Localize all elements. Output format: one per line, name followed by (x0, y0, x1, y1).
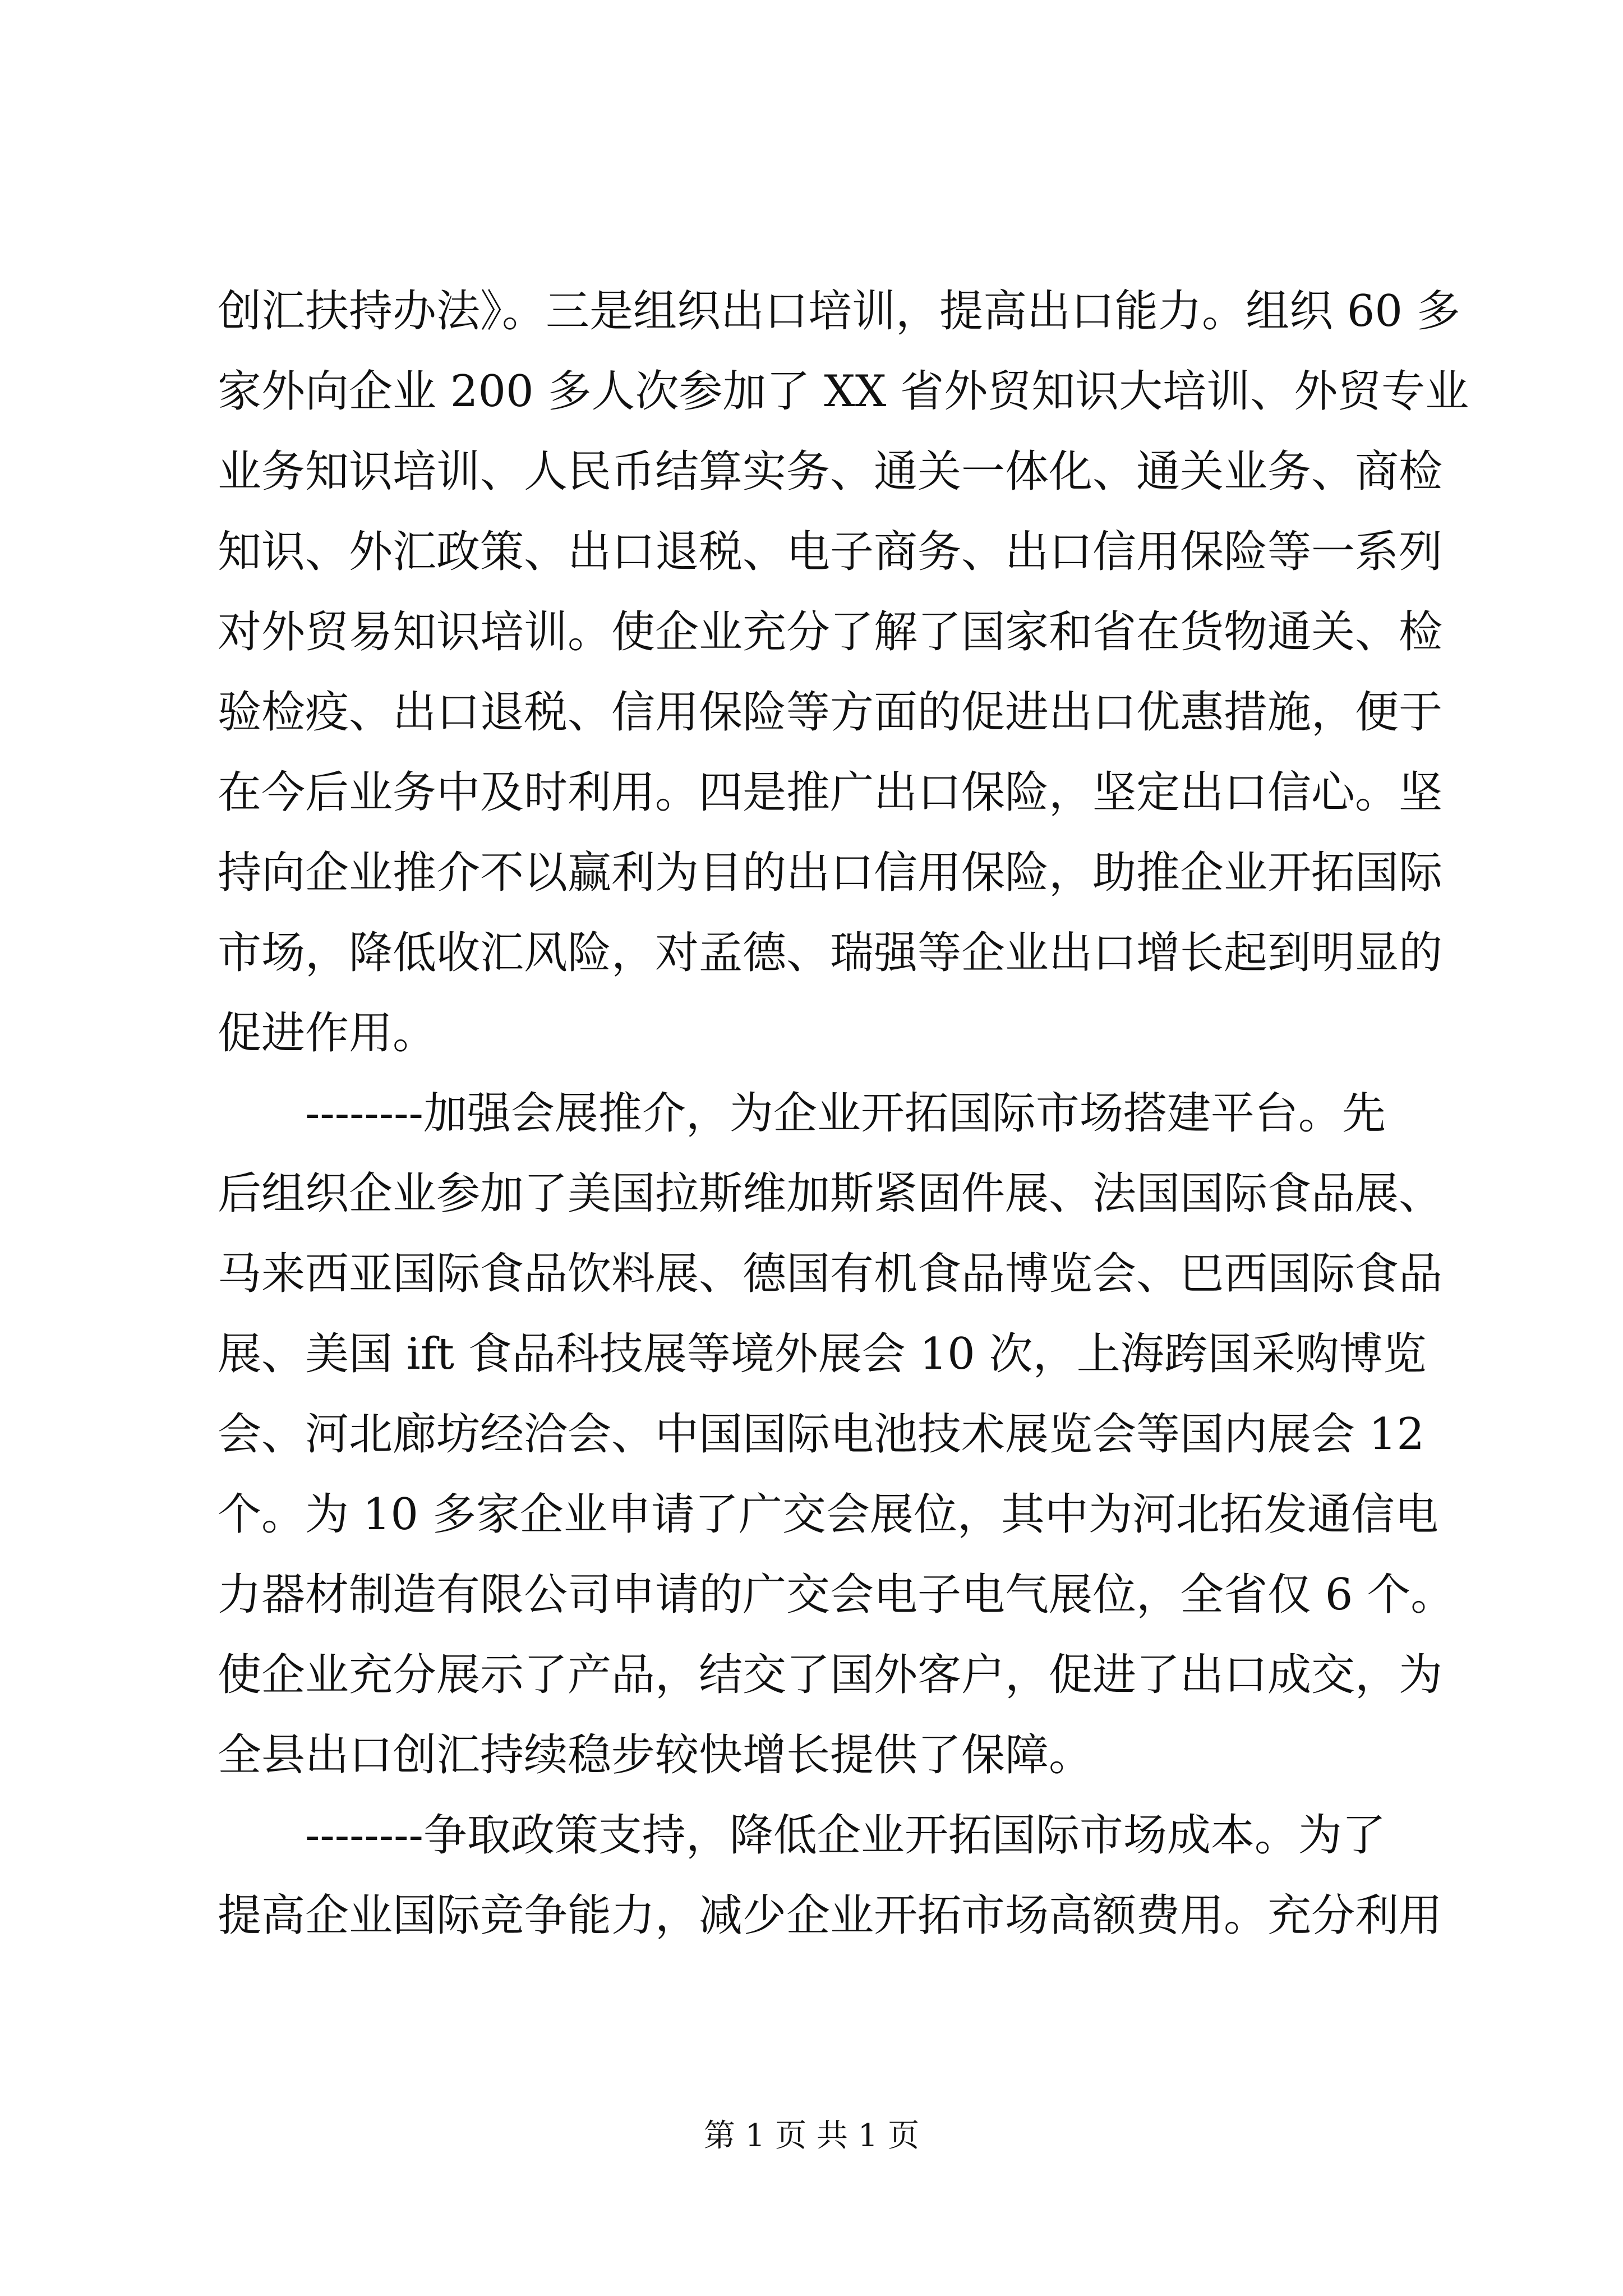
page-footer: 第 1 页 共 1 页 (703, 2118, 920, 2154)
text-line-21: 提高企业国际竞争能力，减少企业开拓市场高额费用。充分利用 (218, 1890, 1443, 1941)
text-line-19: 全县出口创汇持续稳步较快增长提供了保障。 (218, 1730, 1093, 1780)
text-line-13: 马来西亚国际食品饮料展、德国有机食品博览会、巴西国际食品 (218, 1249, 1443, 1299)
text-line-2: 家外向企业 200 多人次参加了 XX 省外贸知识大培训、外贸专业 (218, 366, 1469, 417)
text-line-4: 知识、外汇政策、出口退税、电子商务、出口信用保险等一系列 (218, 527, 1443, 577)
text-line-17: 力器材制造有限公司申请的广交会电子电气展位，全省仅 6 个。 (218, 1570, 1455, 1620)
text-line-5: 对外贸易知识培训。使企业充分了解了国家和省在货物通关、检 (218, 607, 1443, 657)
text-line-16: 个。为 10 多家企业申请了广交会展位，其中为河北拓发通信电 (218, 1489, 1438, 1540)
document-body (218, 272, 1469, 1956)
text-line-7: 在今后业务中及时利用。四是推广出口保险，坚定出口信心。坚 (218, 767, 1443, 818)
text-line-14: 展、美国 ift 食品科技展等境外展会 10 次，上海跨国采购博览 (218, 1329, 1427, 1379)
text-line-15: 会、河北廊坊经洽会、中国国际电池技术展览会等国内展会 12 (218, 1409, 1425, 1460)
text-line-12: 后组织企业参加了美国拉斯维加斯紧固件展、法国国际食品展、 (218, 1168, 1443, 1219)
text-line-18: 使企业充分展示了产品，结交了国外客户，促进了出口成交，为 (218, 1650, 1443, 1700)
text-line-10: 促进作用。 (218, 1008, 437, 1059)
text-line-6: 验检疫、出口退税、信用保险等方面的促进出口优惠措施，便于 (218, 687, 1443, 738)
text-line-8: 持向企业推介不以赢利为目的出口信用保险，助推企业开拓国际 (218, 848, 1443, 898)
paragraph-start-line: --------加强会展推介，为企业开拓国际市场搭建平台。先 (305, 1088, 1386, 1139)
text-line-1: 创汇扶持办法》。三是组织出口培训，提高出口能力。组织 60 多 (218, 286, 1460, 337)
text-line-9: 市场，降低收汇风险，对孟德、瑞强等企业出口增长起到明显的 (218, 928, 1443, 978)
paragraph-start-line: --------争取政策支持，降低企业开拓国际市场成本。为了 (305, 1810, 1386, 1861)
text-line-3: 业务知识培训、人民币结算实务、通关一体化、通关业务、商检 (218, 447, 1443, 497)
